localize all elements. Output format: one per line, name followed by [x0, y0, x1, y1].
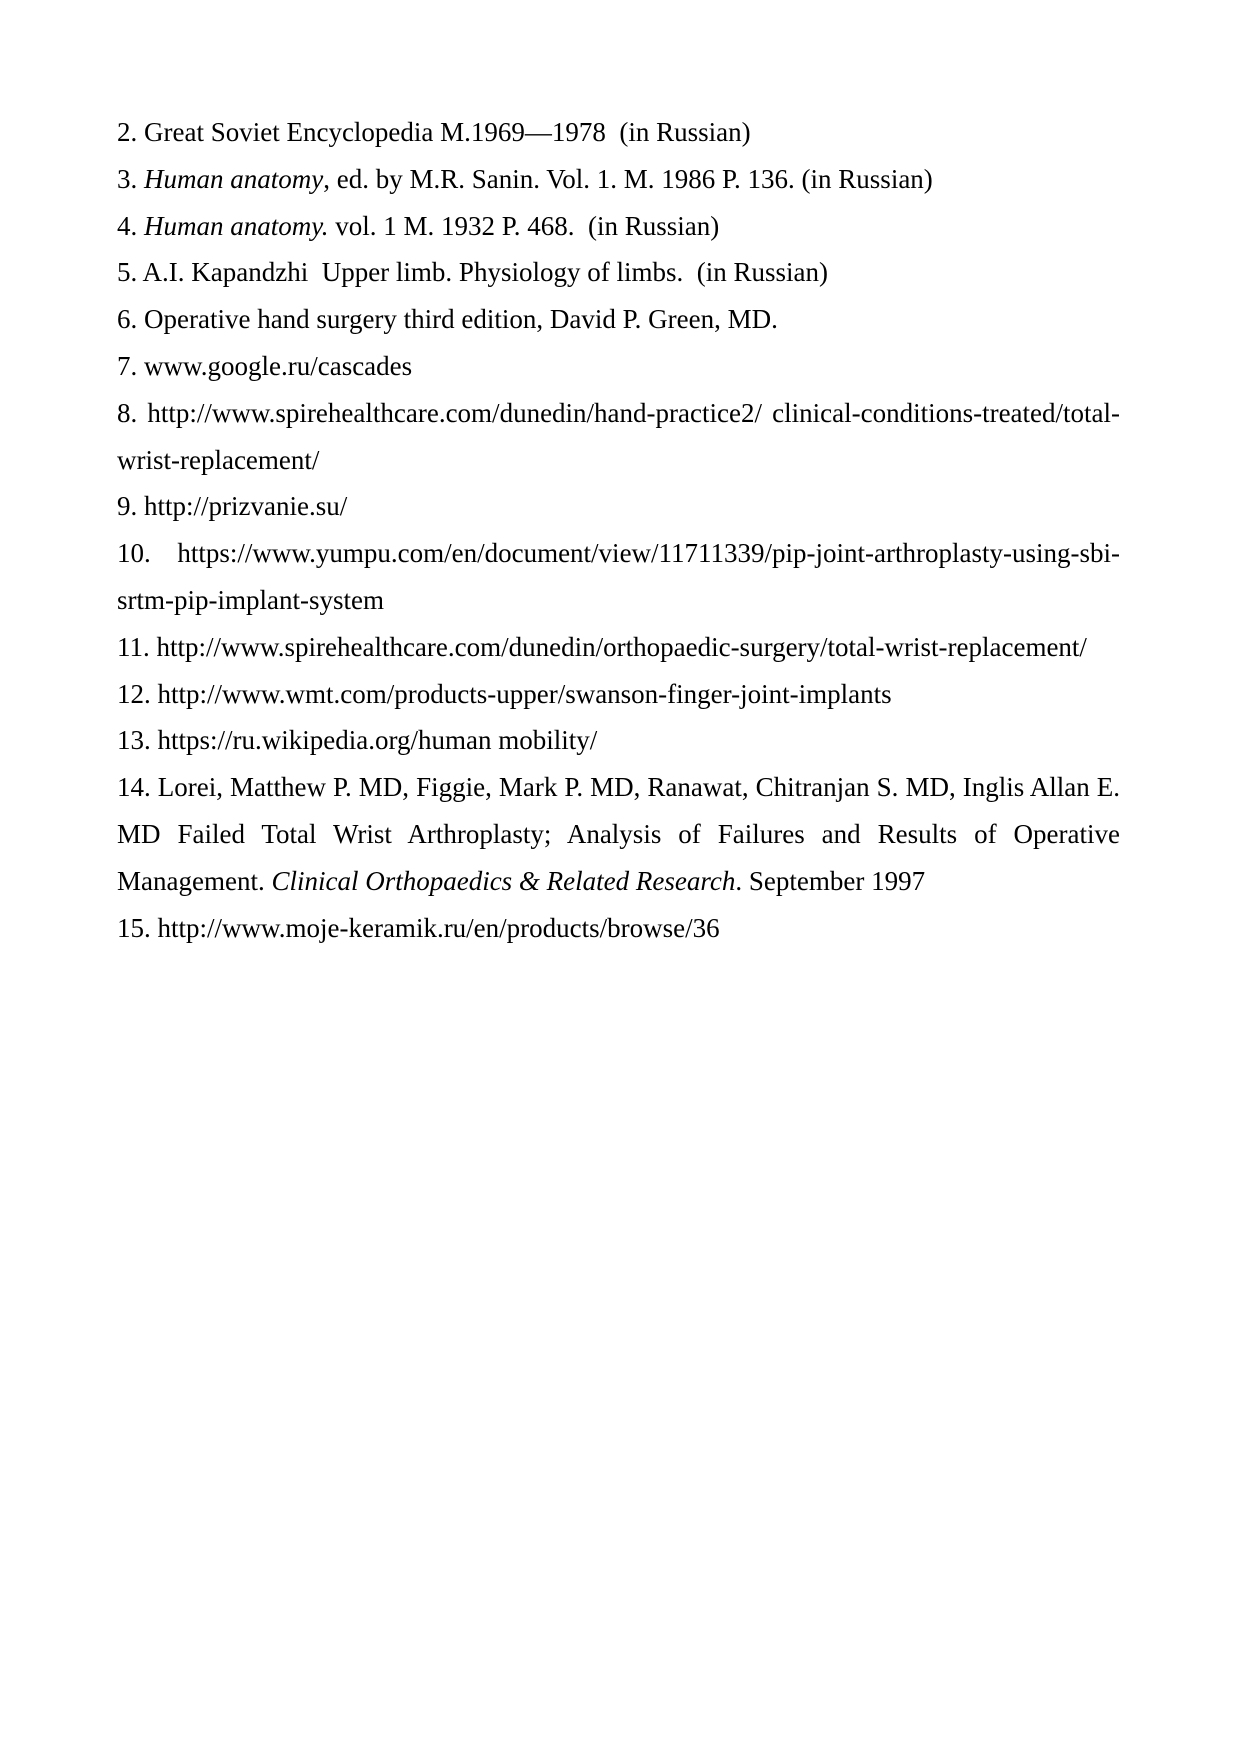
- reference-item: [117, 671, 1120, 718]
- references-list: [117, 109, 1120, 951]
- reference-line: [117, 203, 1120, 250]
- reference-line: [117, 390, 1120, 437]
- reference-text: 15. http://www.moje-keramik.ru/en/products/browse/36: [117, 912, 720, 943]
- reference-text: vol. 1 M. 1932 P. 468. (in Russian): [328, 210, 720, 241]
- reference-item: [117, 624, 1120, 671]
- reference-item: [117, 249, 1120, 296]
- reference-item: [117, 343, 1120, 390]
- reference-line: [117, 156, 1120, 203]
- reference-item: [117, 390, 1120, 484]
- reference-text: Management.: [117, 865, 272, 896]
- reference-line: [117, 905, 1120, 952]
- reference-line: [117, 437, 1120, 484]
- reference-item: [117, 905, 1120, 952]
- reference-line: [117, 530, 1120, 577]
- reference-line: [117, 858, 1120, 905]
- reference-text: 4.: [117, 210, 144, 241]
- reference-text: 14. Lorei, Matthew P. MD, Figgie, Mark P. MD, Ranawat, Chitranjan S. MD, Inglis Allan E.: [117, 772, 1120, 803]
- reference-line: [117, 343, 1120, 390]
- reference-item: [117, 717, 1120, 764]
- reference-text: 13. https://ru.wikipedia.org/human mobility/: [117, 725, 598, 756]
- reference-text: 9. http://prizvanie.su/: [117, 491, 348, 522]
- reference-text: srtm-pip-implant-system: [117, 584, 384, 615]
- reference-text: MD Failed Total Wrist Arthroplasty; Analysis of Failures and Results of Operative: [117, 818, 1120, 849]
- reference-line: [117, 483, 1120, 530]
- reference-line: [117, 249, 1120, 296]
- reference-text: 8. http://www.spirehealthcare.com/dunedin/hand-practice2/ clinical-conditions-treated/total-: [117, 397, 1120, 428]
- reference-item: [117, 156, 1120, 203]
- reference-title-italic: Human anatomy: [144, 163, 324, 194]
- reference-line: [117, 717, 1120, 764]
- reference-text: wrist-replacement/: [117, 444, 320, 475]
- reference-text: , ed. by M.R. Sanin. Vol. 1. M. 1986 P. 136. (in Russian): [323, 163, 933, 194]
- reference-text: 6. Operative hand surgery third edition, David P. Green, MD.: [117, 304, 778, 335]
- reference-text: 2. Great Soviet Encyclopedia M.1969—1978 (in Russian): [117, 117, 751, 147]
- reference-item: [117, 109, 1120, 156]
- reference-item: [117, 483, 1120, 530]
- reference-line: [117, 109, 1120, 156]
- reference-item: [117, 296, 1120, 343]
- reference-line: [117, 624, 1120, 671]
- reference-title-italic: Clinical Orthopaedics & Related Research: [271, 865, 736, 896]
- reference-text: 7. www.google.ru/cascades: [117, 350, 413, 381]
- reference-text: 11. http://www.spirehealthcare.com/dunedin/orthopaedic-surgery/total-wrist-replacement/: [117, 631, 1087, 662]
- reference-line: [117, 671, 1120, 718]
- reference-text: 10. https://www.yumpu.com/en/document/view/11711339/pip-joint-arthroplasty-using-sbi-: [117, 538, 1120, 569]
- reference-line: [117, 296, 1120, 343]
- reference-text: 3.: [117, 163, 144, 194]
- reference-item: [117, 203, 1120, 250]
- reference-text: 12. http://www.wmt.com/products-upper/swanson-finger-joint-implants: [117, 678, 892, 709]
- reference-line: [117, 811, 1120, 858]
- reference-title-italic: Human anatomy.: [144, 210, 329, 241]
- reference-line: [117, 764, 1120, 811]
- reference-item: [117, 764, 1120, 904]
- reference-item: [117, 530, 1120, 624]
- reference-line: [117, 577, 1120, 624]
- reference-text: . September 1997: [735, 865, 926, 896]
- reference-text: 5. A.I. Kapandzhi Upper limb. Physiology of limbs. (in Russian): [117, 257, 828, 288]
